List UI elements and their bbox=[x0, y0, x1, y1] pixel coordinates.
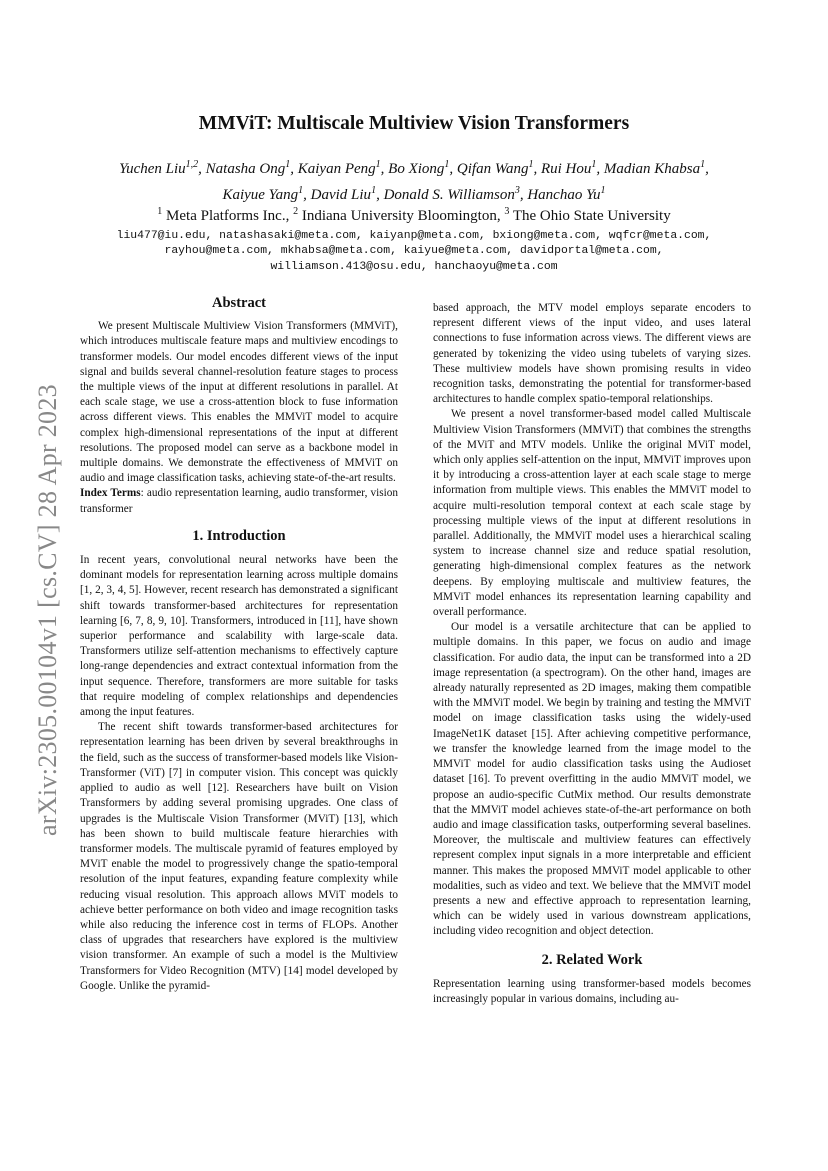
author-affil-mark: 1 bbox=[700, 159, 706, 170]
author-affil-mark: 1,2 bbox=[185, 159, 199, 170]
author-affil-mark: 1 bbox=[444, 159, 450, 170]
affiliation: The Ohio State University bbox=[512, 208, 671, 224]
arxiv-stamp-text: arXiv:2305.00104v1 [cs.CV] 28 Apr 2023 bbox=[33, 384, 62, 836]
author: David Liu bbox=[310, 187, 372, 203]
author: Qifan Wang bbox=[456, 161, 529, 177]
author-affil-mark: 1 bbox=[591, 159, 597, 170]
arxiv-stamp bbox=[33, 365, 62, 855]
right-column bbox=[433, 301, 751, 1007]
paragraph: We present a novel transformer-based model called Multiscale Multiview Vision Transformers (MMViT) that combines the strengths of the MViT and MTV models. Unlike the original MViT model, which only applies self-attention on the input, MMViT improves upon it by introducing a cross-attention layer at each scale stage to merge information from multiple views. This enables the MMViT model to acquire multi-resolution temporal context at each scale stage by processing multiple views of the input at different resolutions in parallel. Additionally, the MMViT model uses a hierarchical scaling system to increase channel size and reduce spatial resolution, generating high-dimensional complex features as the network deepens. By employing multiscale and multiview features, the MMViT model enhances its representation learning capability and overall performance. bbox=[433, 408, 751, 619]
author: Kaiyue Yang bbox=[222, 187, 299, 203]
email-line: williamson.413@osu.edu, hanchaoyu@meta.com bbox=[270, 260, 558, 273]
affil-mark: 1 bbox=[157, 206, 163, 217]
author: Donald S. Williamson bbox=[383, 187, 515, 203]
section-heading-introduction: 1. Introduction bbox=[192, 527, 286, 544]
index-terms-label: Index Terms bbox=[80, 487, 141, 500]
affiliation: Indiana University Bloomington, bbox=[301, 208, 501, 224]
author: Kaiyan Peng bbox=[297, 161, 376, 177]
affiliation: Meta Platforms Inc., bbox=[166, 208, 290, 224]
section-heading-related-work: 2. Related Work bbox=[541, 951, 643, 968]
email-line: rayhou@meta.com, mkhabsa@meta.com, kaiyue@meta.com, davidportal@meta.com, bbox=[164, 245, 664, 258]
author-affil-mark: 1 bbox=[298, 185, 304, 196]
author: Yuchen Liu bbox=[119, 161, 186, 177]
paragraph: The recent shift towards transformer-based architectures for representation learning has been driven by several breakthroughs in the field, such as the success of transformer-based models like Vision-Transformer (ViT) [7] in computer vision. This concept was quickly applied to audio as well [12]. Researchers have built on Vision Transformers by adding several promising upgrades. One class of upgrades is the Multiscale Vision Transformer (MViT) [13], which has been shown to build multiscale feature hierarchies with transformer models. The multiscale pyramid of features employed by MViT enable the model to progressively change the spatio-temporal resolution of the input features, expanding feature complexity while reducing visual resolution. This approach allows MViT models to achieve better performance on both video and image recognition tasks while also reducing the inference cost in terms of FLOPs. Another class of upgrades that researchers have explored is the multiview vision transformer. An example of such a model is the Multiview Transformers for Video Recognition (MTV) [14] model developed by Google. Unlike the pyramid- bbox=[80, 721, 398, 992]
paragraph: In recent years, convolutional neural networks have been the dominant models for representation learning across multiple domains [1, 2, 3, 4, 5]. However, recent research has demonstrated a significant shift towards transformer-based architectures for representation learning [6, 7, 8, 9, 10]. Transformers, introduced in [11], have shown superior performance and scalability with large-scale data. Transformers utilize self-attention mechanisms to effectively capture long-range dependencies and extract contextual information from the input sequence. Therefore, transformers are more suitable for tasks that require modeling of complex relationships and dependencies among the input features. bbox=[80, 554, 398, 719]
affil-mark: 3 bbox=[504, 206, 510, 217]
author: Hanchao Yu bbox=[527, 187, 601, 203]
index-terms bbox=[80, 486, 398, 516]
author: Madian Khabsa bbox=[603, 161, 701, 177]
author-affil-mark: 1 bbox=[600, 185, 606, 196]
author-affil-mark: 1 bbox=[285, 159, 291, 170]
author-affil-mark: 1 bbox=[375, 159, 381, 170]
paragraph: based approach, the MTV model employs separate encoders to represent different views of the input video, and uses lateral connections to fuse information across views. The different views are generated by tokenizing the video using tubelets of varying sizes. These multiview models have shown promising results in video recognition tasks, demonstrating the potential for transformer-based architectures to handle complex spatio-temporal relationships. bbox=[433, 302, 751, 406]
author-emails bbox=[70, 229, 758, 275]
left-column bbox=[80, 296, 398, 994]
paragraph: Our model is a versatile architecture that can be applied to multiple domains. In this paper, we focus on audio and image classification. For audio data, the input can be transformed into a 2D image representation (a spectrogram). On the other hand, images are already naturally represented as 2D images, making them compatible with the MMViT model. We begin by training and testing the MMViT model on image classification tasks using the widely-used ImageNet1K dataset [15]. After achieving competitive performance, we transfer the knowledge learned from the image model to the MMViT model for audio classification tasks using the Audioset dataset [16]. To prevent overfitting in the audio MMViT model, we propose an audio-specific CutMix method. Our results demonstrate that the MMViT model achieves state-of-the-art performance on both audio and image classification tasks, outperforming several baselines. Moreover, the multiscale and multiview features can effectively represent complex input signals in a more interpretable and efficient manner. This makes the proposed MMViT model applicable to other modalities, such as video and text. We believe that the MMViT model presents a new and effective approach to representation learning, which can be widely used in various downstream applications, including video recognition and object detection. bbox=[433, 621, 751, 938]
author: Bo Xiong bbox=[388, 161, 445, 177]
author: Natasha Ong bbox=[205, 161, 286, 177]
paper-title: MMViT: Multiscale Multiview Vision Transformers bbox=[198, 113, 630, 134]
paragraph: Representation learning using transformer-based models becomes increasingly popular in various domains, including au- bbox=[433, 977, 751, 1005]
abstract-body: We present Multiscale Multiview Vision Transformers (MMViT), which introduces multiscale feature maps and multiview encodings to transformer models. Our model encodes different views of the input signal and builds several channel-resolution feature stages to process the multiple views of the input at different resolutions in parallel. At each scale stage, we use a cross-attention block to fuse information across different views. This enables the MMViT model to acquire complex high-dimensional representations of the input at different resolutions. The proposed model can serve as a backbone model in multiple domains. We demonstrate the effectiveness of MMViT on audio and image classification tasks, achieving state-of-the-art results. bbox=[80, 320, 398, 485]
author-list: Yuchen Liu$^{1,2}$, Natasha Ong$^1$, Kaiyan Peng$^1$, Bo Xiong$^1$, Qifan Wang$^1$, Rui Hou$^1$, Madian Khabsa$^1$, Kaiyue Yang$^1$, David Liu$^1$, Donald S. Williamson$^3$, Hanchao Yu$^1$ bbox=[119, 159, 709, 203]
affil-mark: 2 bbox=[293, 206, 299, 217]
index-terms-text: : audio representation learning, audio transformer, vision transformer bbox=[80, 487, 398, 515]
email-line: liu477@iu.edu, natashasaki@meta.com, kaiyanp@meta.com, bxiong@meta.com, wqfcr@meta.com, bbox=[116, 230, 712, 242]
author-affil-mark: 3 bbox=[514, 185, 520, 196]
author-affil-mark: 1 bbox=[371, 185, 377, 196]
author-affil-mark: 1 bbox=[528, 159, 534, 170]
author: Rui Hou bbox=[540, 161, 592, 177]
abstract-heading: Abstract bbox=[212, 295, 266, 311]
affiliations bbox=[0, 206, 828, 225]
